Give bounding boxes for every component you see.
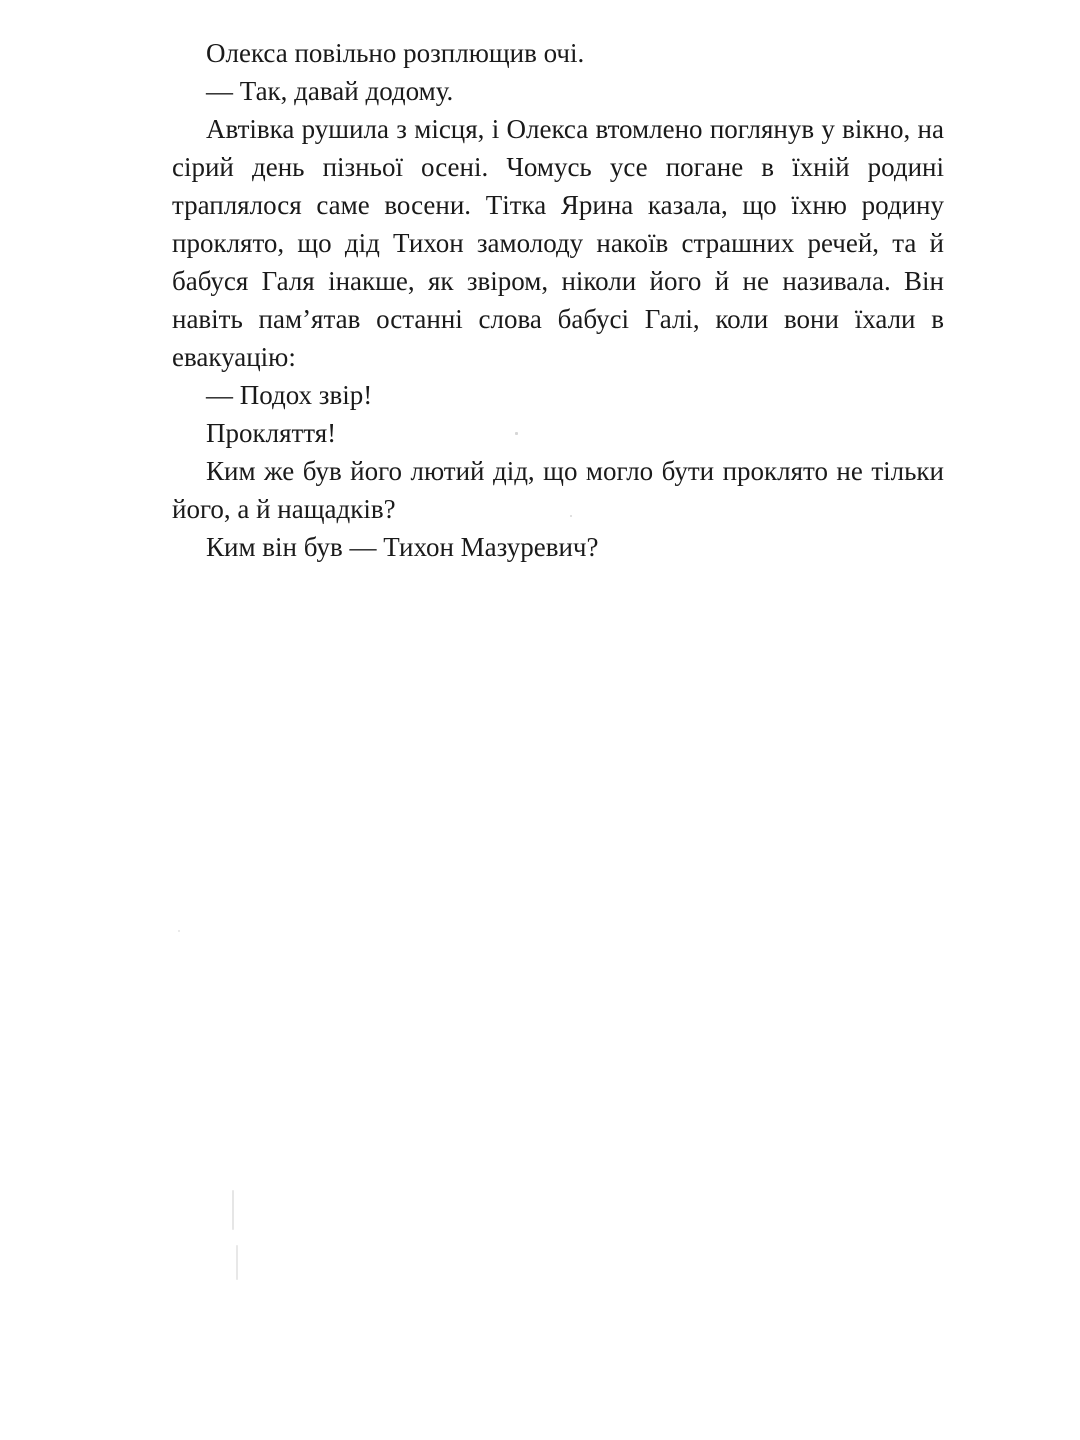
paragraph-1: Олекса повільно розплющив очі. xyxy=(206,38,585,68)
paragraph-4: Ким же був його лютий дід, що могло бути проклято не тільки його, а й нащадків? xyxy=(172,456,944,524)
scan-speckle xyxy=(232,1190,234,1230)
scan-speckle xyxy=(515,432,518,435)
scan-speckle xyxy=(570,515,572,517)
scan-speckle xyxy=(236,1245,238,1280)
scan-speckle xyxy=(178,930,180,932)
page-text xyxy=(172,34,944,566)
dialogue-line-2: — Подох звір! xyxy=(206,380,373,410)
dialogue-line-1: — Так, давай додому. xyxy=(206,76,454,106)
paragraph-5: Ким він був — Тихон Мазуревич? xyxy=(206,532,599,562)
paragraph-3: Прокляття! xyxy=(206,418,337,448)
paragraph-2: Автівка рушила з місця, і Олекса втомлено поглянув у вікно, на сірий день пізньої осені. Чомусь усе погане в їхній родині траплялося саме восени. Тітка Ярина казала, що їхню родину проклято, що дід Тихон замолоду накоїв страшних речей, та й бабуся Галя інакше, як звіром, ніколи його й не називала. Він навіть пам’ятав останні слова бабусі Галі, коли вони їхали в евакуацію: xyxy=(172,114,944,372)
